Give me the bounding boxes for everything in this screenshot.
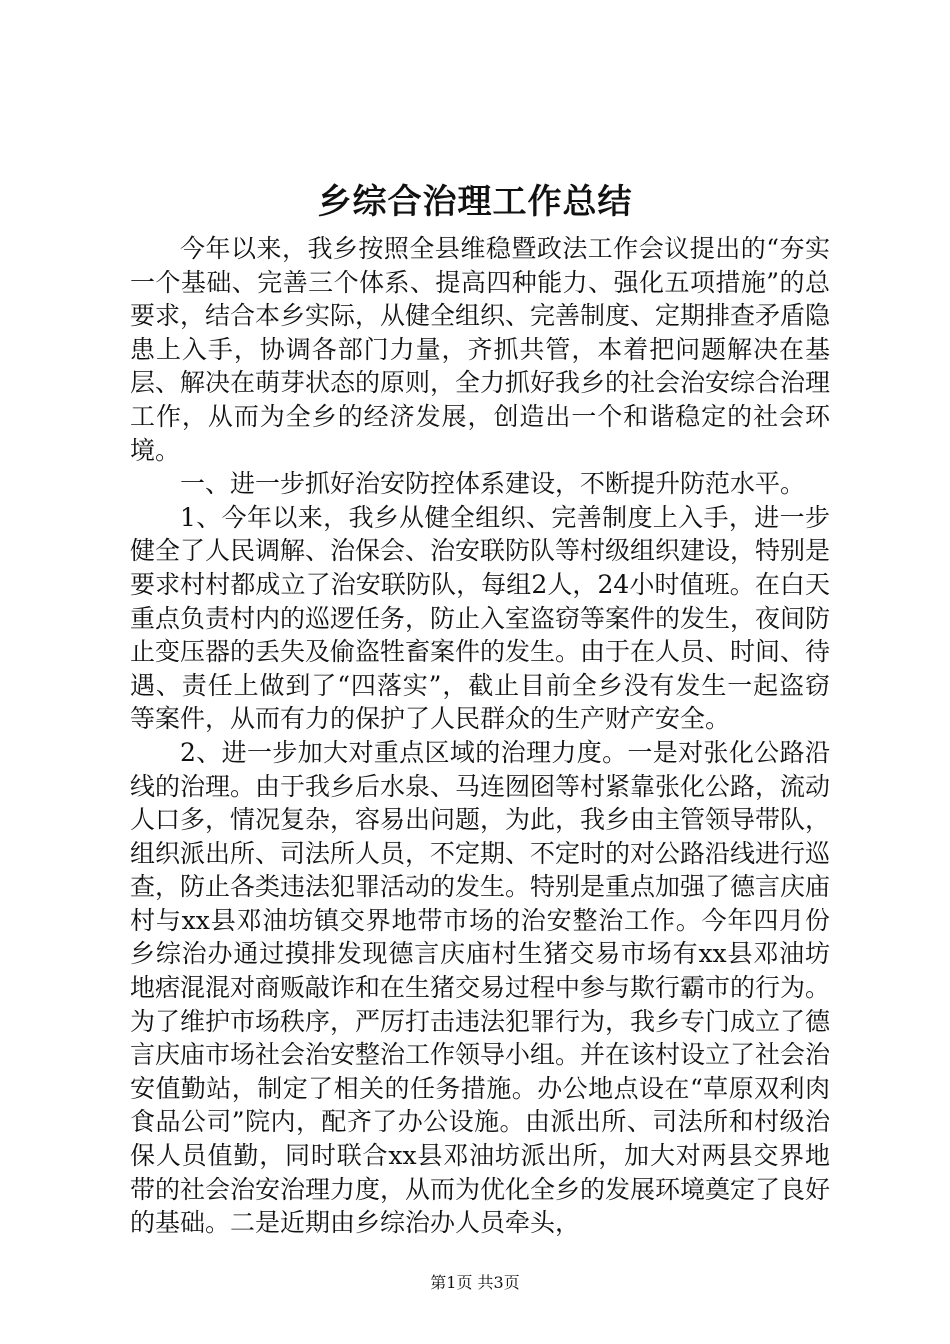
paragraph-intro: 今年以来，我乡按照全县维稳暨政法工作会议提出的“夯实一个基础、完善三个体系、提高四种能力、强化五项措施”的总要求，结合本乡实际，从健全组织、完善制度、定期排查矛盾隐患上入手，协调各部门力量，齐抓共管，本着把问题解决在基层、解决在萌芽状态的原则，全力抓好我乡的社会治安综合治理工作，从而为全乡的经济发展，创造出一个和谐稳定的社会环境。 [130, 234, 831, 465]
paragraph-item-2: 2、进一步加大对重点区域的治理力度。一是对张化公路沿线的治理。由于我乡后水泉、马连囫囵等村紧靠张化公路，流动人口多，情况复杂，容易出问题，为此，我乡由主管领导带队，组织派出所、司法所人员，不定期、不定时的对公路沿线进行巡查，防止各类违法犯罪活动的发生。特别是重点加强了德言庆庙村与xx县邓油坊镇交界地带市场的治安整治工作。今年四月份乡综治办通过摸排发现德言庆庙村生猪交易市场有xx县邓油坊地痞混混对商贩敲诈和在生猪交易过程中参与欺行霸市的行为。为了维护市场秩序，严厉打击违法犯罪行为，我乡专门成立了德言庆庙市场社会治安整治工作领导小组。并在该村设立了社会治安值勤站，制定了相关的任务措施。办公地点设在“草原双利肉食品公司”院内，配齐了办公设施。由派出所、司法所和村级治保人员值勤，同时联合xx县邓油坊派出所，加大对两县交界地带的社会治安治理力度，从而为优化全乡的发展环境奠定了良好的基础。二是近期由乡综治办人员牵头， [130, 737, 831, 1238]
document-title: 乡综合治理工作总结 [317, 182, 633, 222]
paragraph-section-heading: 一、进一步抓好治安防控体系建设，不断提升防范水平。 [180, 469, 806, 499]
document-body [130, 232, 830, 1240]
paragraph-item-1: 1、今年以来，我乡从健全组织、完善制度上入手，进一步健全了人民调解、治保会、治安联防队等村级组织建设，特别是要求村村都成立了治安联防队，每组2人，24小时值班。在白天重点负责村内的巡逻任务，防止入室盗窃等案件的发生，夜间防止变压器的丢失及偷盗牲畜案件的发生。由于在人员、时间、待遇、责任上做到了“四落实”，截止目前全乡没有发生一起盗窃等案件，从而有力的保护了人民群众的生产财产安全。 [130, 502, 831, 734]
page-footer: 第1页 共3页 [430, 1273, 520, 1292]
